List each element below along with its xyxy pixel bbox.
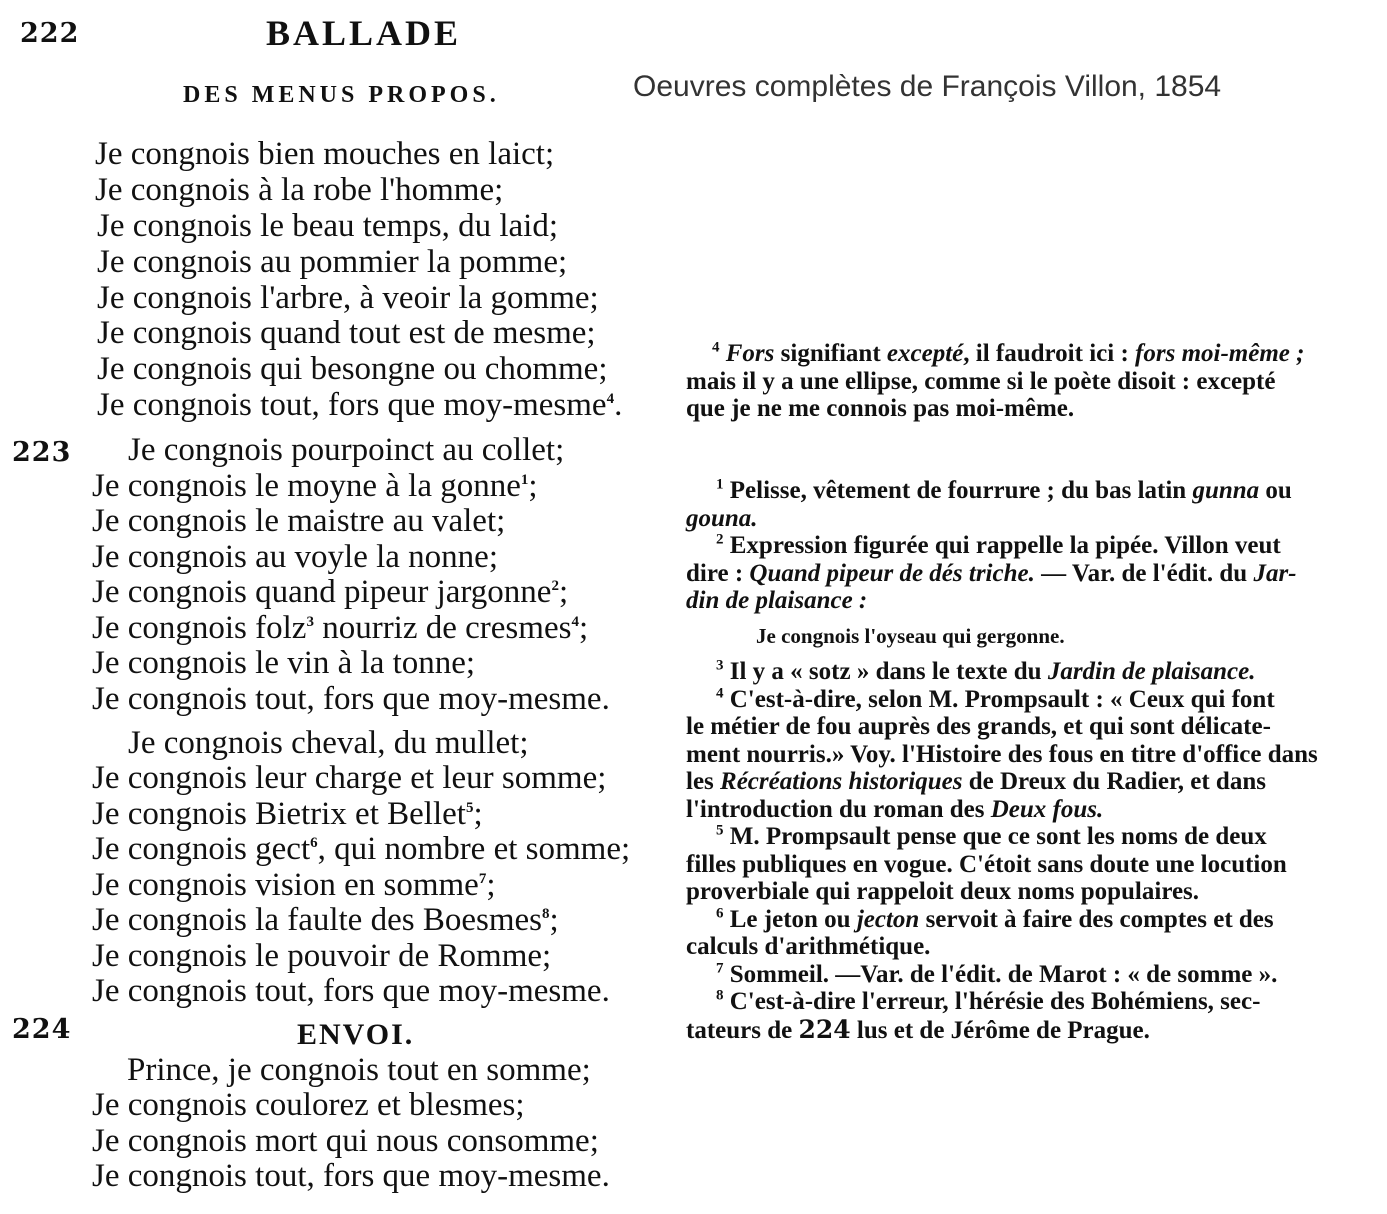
- verse-punct: ;: [578, 610, 589, 646]
- footnote-ref: 1: [520, 472, 529, 488]
- footnote-line: [686, 587, 1366, 615]
- footnote-line: [686, 477, 1366, 505]
- envoi-title: ENVOI.: [297, 1018, 415, 1051]
- footnote-number: 2: [716, 531, 724, 548]
- footnote-text: — Var. de l'édit. du: [1034, 559, 1254, 587]
- footnote-text: servoit à faire des comptes et des: [919, 905, 1274, 933]
- footnote-italic: Récréations historiques: [720, 768, 963, 795]
- footnote-line: le métier de fou auprès des grands, et qui sont délicate-: [686, 713, 1271, 740]
- verse-line: Je congnois au voyle la nonne;: [92, 539, 498, 575]
- footnote-line: [686, 505, 1366, 533]
- verse-punct: ;: [558, 574, 569, 610]
- footnotes-page-222: [686, 340, 1366, 423]
- footnote-text: , il faudroit ici :: [963, 340, 1136, 367]
- footnote-text: M. Prompsault pense que ce sont les noms de deux: [729, 823, 1267, 850]
- ballade-subtitle: DES MENUS PROPOS.: [183, 82, 500, 108]
- verse-text: Je congnois gect: [92, 831, 311, 867]
- footnote-italic: gunna: [1192, 477, 1260, 504]
- footnote-text: Le jeton ou: [729, 905, 857, 933]
- footnote-ref: 5: [465, 800, 474, 816]
- footnote-line: [686, 796, 1366, 824]
- footnote-italic: Jardin de plaisance.: [1047, 658, 1256, 685]
- verse-line: [92, 868, 495, 904]
- footnote-text: de Dreux du Radier, et dans: [962, 768, 1266, 795]
- footnote-italic: fors moi-même ;: [1135, 340, 1305, 367]
- footnote-text: Pelisse, vêtement de fourrure ; du bas latin: [729, 477, 1193, 504]
- verse-punct: .: [614, 387, 623, 423]
- verse-line: Je congnois mort qui nous consomme;: [92, 1123, 599, 1159]
- footnote-number: 6: [716, 905, 724, 922]
- footnote-italic: Fors: [725, 340, 775, 367]
- verse-line: Je congnois pourpoinct au collet;: [128, 432, 565, 468]
- verse-line: Je congnois quand tout est de mesme;: [97, 315, 596, 351]
- verse-line: Je congnois cheval, du mullet;: [128, 725, 529, 761]
- footnote-number: 1: [716, 476, 724, 493]
- verse-line: Je congnois l'arbre, à veoir la gomme;: [97, 280, 599, 316]
- verse-text: Je congnois vision en somme: [92, 867, 479, 903]
- footnote-text: les: [686, 768, 721, 795]
- footnote-line: filles publiques en vogue. C'étoit sans doute une locution: [686, 850, 1287, 878]
- footnote-line: [686, 988, 1366, 1016]
- footnote-italic: Deux fous.: [990, 795, 1104, 823]
- footnote-line: [686, 906, 1366, 934]
- verse-line: Je congnois qui besongne ou chomme;: [97, 351, 608, 387]
- source-caption: Oeuvres complètes de François Villon, 1854: [633, 70, 1222, 103]
- footnote-ref: 4: [571, 614, 579, 630]
- footnote-line: mais il y a une ellipse, comme si le poète disoit : excepté: [686, 367, 1276, 395]
- footnote-text: Sommeil. —Var. de l'édit. de Marot : « de somme ».: [729, 960, 1278, 988]
- footnote-line: [686, 686, 1366, 714]
- verse-punct: ;: [528, 468, 538, 504]
- verse-text: Je congnois tout, fors que moy-mesme: [97, 387, 607, 423]
- footnote-text: l'introduction du roman des: [686, 795, 991, 823]
- verse-line: [92, 797, 483, 833]
- footnote-line: proverbiale qui rappeloit deux noms populaires.: [686, 878, 1200, 905]
- verse-punct: ;: [486, 867, 496, 903]
- footnote-number: 3: [716, 657, 724, 674]
- footnote-ref: 8: [541, 906, 550, 922]
- footnote-line: calculs d'arithmétique.: [686, 933, 931, 960]
- verse-line: Je congnois bien mouches en laict;: [95, 136, 555, 172]
- footnote-line: [686, 1016, 1366, 1045]
- footnote-line: [686, 560, 1366, 588]
- verse-space: [314, 610, 322, 646]
- verse-line: Je congnois tout, fors que moy-mesme.: [92, 1158, 610, 1194]
- page-number-223: 223: [12, 437, 72, 468]
- footnote-line: [686, 768, 1366, 796]
- footnote-number: 4: [716, 685, 724, 702]
- verse-line: [92, 903, 559, 939]
- footnote-number: 4: [712, 339, 720, 356]
- verse-text: nourriz de cresmes: [322, 610, 572, 646]
- footnote-italic: excepté: [886, 340, 964, 367]
- footnote-text: Expression figurée qui rappelle la pipée. Villon veut: [729, 532, 1281, 559]
- verse-line: [92, 469, 538, 505]
- page-number-224: 224: [12, 1014, 72, 1045]
- verse-text: Je congnois folz: [92, 610, 307, 646]
- footnote-text: ou: [1259, 477, 1292, 504]
- verse-text: Je congnois le moyne à la gonne: [92, 468, 521, 504]
- verse-line: [97, 388, 622, 424]
- footnote-ref: 7: [478, 871, 487, 887]
- footnote-text: signifiant: [774, 340, 887, 367]
- verse-line: Je congnois le pouvoir de Romme;: [92, 938, 552, 974]
- verse-line: Je congnois coulorez et blesmes;: [92, 1087, 525, 1123]
- verse-line: Je congnois le beau temps, du laid;: [97, 208, 558, 244]
- verse-line: Je congnois tout, fors que moy-mesme.: [92, 681, 610, 717]
- verse-punct: ;: [549, 902, 559, 938]
- footnote-line: [686, 823, 1366, 851]
- footnote-ref: 4: [606, 391, 615, 407]
- page-number-overlay: 224: [798, 1014, 851, 1044]
- footnote-quote: Je congnois l'oyseau qui gergonne.: [756, 623, 1065, 648]
- footnote-text: C'est-à-dire l'erreur, l'hérésie des Bohémiens, sec-: [729, 988, 1261, 1015]
- footnote-text: dire :: [686, 559, 750, 587]
- footnote-text: tateurs de: [686, 1016, 793, 1044]
- footnote-italic: gouna.: [686, 504, 758, 532]
- verse-line: [92, 575, 568, 611]
- footnote-italic: jecton: [856, 905, 920, 933]
- footnote-italic: Jar-: [1253, 559, 1297, 587]
- verse-line: Je congnois tout, fors que moy-mesme.: [92, 973, 610, 1009]
- footnote-number: 5: [716, 822, 724, 839]
- footnote-italic: din de plaisance :: [686, 587, 868, 614]
- verse-line: Prince, je congnois tout en somme;: [127, 1052, 591, 1088]
- footnote-line: que je ne me connois pas moi-même.: [686, 395, 1075, 422]
- footnote-italic: Quand pipeur de dés triche.: [749, 559, 1035, 587]
- ballade-title: BALLADE: [266, 13, 462, 53]
- footnote-line: ment nourris.» Voy. l'Histoire des fous en titre d'office dans: [686, 740, 1318, 768]
- verse-line: Je congnois le vin à la tonne;: [92, 645, 476, 681]
- footnote-text: C'est-à-dire, selon M. Prompsault : « Ceux qui font: [729, 685, 1275, 713]
- footnote-text: Il y a « sotz » dans le texte du: [729, 658, 1048, 685]
- verse-line: [92, 832, 630, 868]
- verse-line: Je congnois le maistre au valet;: [92, 503, 506, 539]
- verse-text: , qui nombre et somme;: [317, 831, 631, 867]
- verse-text: Je congnois Bietrix et Bellet: [92, 796, 466, 832]
- page-number-222: 222: [20, 18, 80, 49]
- footnote-text: lus et de Jérôme de Prague.: [856, 1016, 1150, 1044]
- verse-line: Je congnois à la robe l'homme;: [95, 172, 504, 208]
- verse-text: Je congnois quand pipeur jargonne: [92, 574, 552, 610]
- footnote-ref: 3: [306, 614, 314, 630]
- verse-text: Je congnois la faulte des Boesmes: [92, 902, 542, 938]
- footnote-line: [686, 658, 1366, 686]
- footnote-line: [686, 532, 1366, 560]
- footnote-line: [686, 340, 1366, 368]
- verse-punct: ;: [473, 796, 483, 832]
- verse-line: Je congnois au pommier la pomme;: [97, 244, 568, 280]
- verse-line: [92, 611, 588, 647]
- footnote-number: 8: [716, 987, 724, 1004]
- footnote-ref: 6: [310, 835, 318, 851]
- footnote-number: 7: [716, 960, 724, 977]
- footnotes-page-223: [686, 477, 1366, 1044]
- footnote-ref: 2: [551, 578, 559, 594]
- verse-line: Je congnois leur charge et leur somme;: [92, 760, 607, 796]
- footnote-line: [686, 961, 1366, 989]
